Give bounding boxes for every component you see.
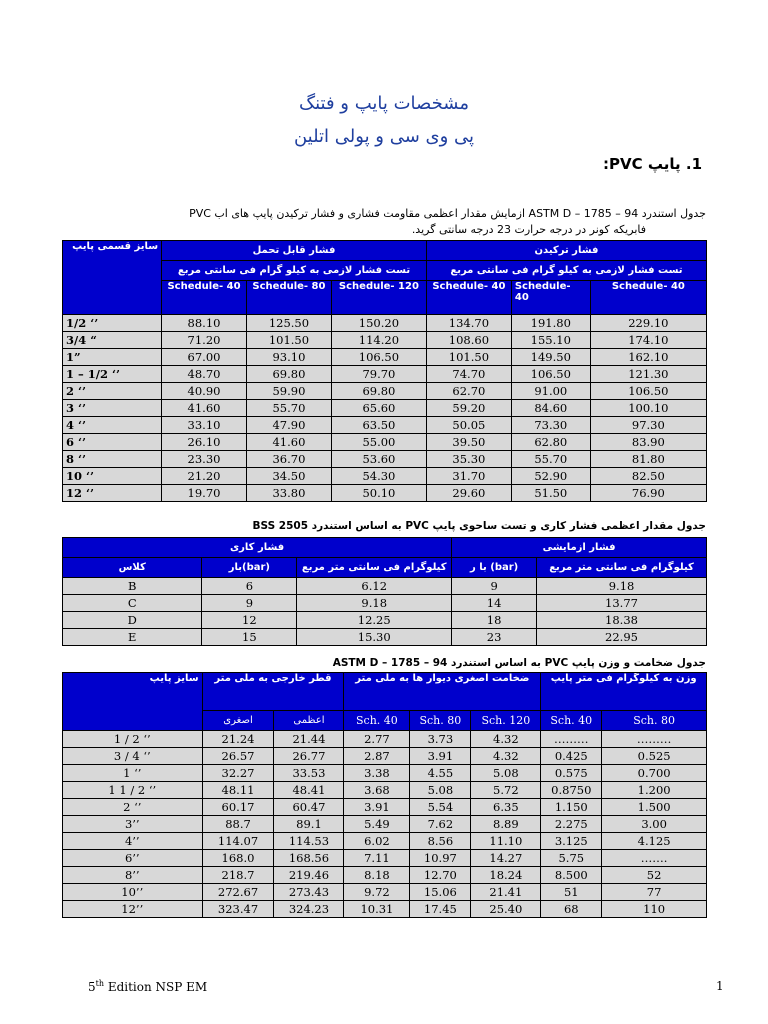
value-cell: 60.17 [202, 799, 274, 816]
document-subtitle: پی وی سی و پولی اتلین [293, 126, 475, 147]
table2-caption: جدول مقدار اعظمی فشار کاری و تست ساحوی پایپ PVC به اساس استندرد BSS 2505 [252, 520, 706, 532]
value-cell: 2.87 [344, 748, 410, 765]
sch80-header: Sch. 80 [410, 711, 471, 731]
thickness-weight-table [62, 672, 707, 918]
table1-caption-line1: جدول استندرد ASTM D – 1785 – 94 ازمایش مقدار اعظمی مقاومت فشاری و فشار ترکیدن پایپ های اب PVC [189, 207, 706, 220]
value-cell: ……… [602, 731, 707, 748]
row-label-cell: 1 ‘’ [63, 765, 203, 782]
kg-header: کیلوگرام فی سانتی متر مربع [297, 558, 452, 578]
value-cell: 4.32 [471, 731, 541, 748]
pipe-size-header: سایز پایپ [63, 673, 203, 731]
table-row [63, 765, 707, 782]
value-cell: 150.20 [331, 315, 426, 332]
row-label-cell: 1/2 ‘’ [63, 315, 162, 332]
value-cell: 93.10 [246, 349, 331, 366]
value-cell: 3.38 [344, 765, 410, 782]
value-cell: 3.91 [410, 748, 471, 765]
value-cell: 40.90 [162, 383, 247, 400]
value-cell: 155.10 [511, 332, 590, 349]
value-cell: 21.20 [162, 468, 247, 485]
row-label-cell: 2 ‘’ [63, 799, 203, 816]
table1-caption-line2: فابریکه کونر در درجه حرارت 23 درجه سانتی گرید. [411, 223, 646, 236]
value-cell: 1.500 [602, 799, 707, 816]
value-cell: 48.41 [274, 782, 344, 799]
value-cell: 162.10 [590, 349, 706, 366]
row-label-cell: 12 ‘’ [63, 485, 162, 502]
value-cell: 15.06 [410, 884, 471, 901]
value-cell: 121.30 [590, 366, 706, 383]
value-cell: 97.30 [590, 417, 706, 434]
table-row [63, 901, 707, 918]
value-cell: 9 [202, 595, 297, 612]
table1-caption [62, 206, 706, 238]
value-cell: 73.30 [511, 417, 590, 434]
value-cell: 114.53 [274, 833, 344, 850]
table-row [63, 629, 707, 646]
value-cell: 125.50 [246, 315, 331, 332]
value-cell: 3.68 [344, 782, 410, 799]
value-cell: 91.00 [511, 383, 590, 400]
value-cell: 191.80 [511, 315, 590, 332]
allowable-pressure-header: فشار قابل تحمل [162, 241, 427, 261]
value-cell: ……. [602, 850, 707, 867]
value-cell: 0.425 [541, 748, 602, 765]
value-cell: 81.80 [590, 451, 706, 468]
value-cell: 36.70 [246, 451, 331, 468]
value-cell: 26.57 [202, 748, 274, 765]
burst-pressure-header: فشار ترکیدن [426, 241, 706, 261]
row-label-cell: 3 ‘’ [63, 400, 162, 417]
value-cell: 11.10 [471, 833, 541, 850]
value-cell: 0.8750 [541, 782, 602, 799]
value-cell: 3.125 [541, 833, 602, 850]
value-cell: 273.43 [274, 884, 344, 901]
row-label-cell: 12’’ [63, 901, 203, 918]
value-cell: 55.70 [246, 400, 331, 417]
value-cell: 21.44 [274, 731, 344, 748]
value-cell: 5.54 [410, 799, 471, 816]
value-cell: 62.80 [511, 434, 590, 451]
value-cell: 88.7 [202, 816, 274, 833]
value-cell: 34.50 [246, 468, 331, 485]
weight-header: وزن به کیلوگرام فی متر پایپ [541, 673, 707, 711]
value-cell: 114.20 [331, 332, 426, 349]
table-row [63, 400, 707, 417]
value-cell: 25.40 [471, 901, 541, 918]
table-row [63, 417, 707, 434]
value-cell: 55.00 [331, 434, 426, 451]
value-cell: 52 [602, 867, 707, 884]
value-cell: 21.41 [471, 884, 541, 901]
table-row [63, 383, 707, 400]
value-cell: 9.18 [297, 595, 452, 612]
value-cell: ……… [541, 731, 602, 748]
row-label-cell: 10 ‘’ [63, 468, 162, 485]
value-cell: 106.50 [511, 366, 590, 383]
value-cell: 6 [202, 578, 297, 595]
value-cell: 33.53 [274, 765, 344, 782]
value-cell: 29.60 [426, 485, 511, 502]
table-row [63, 833, 707, 850]
row-label-cell: 3 / 4 ‘’ [63, 748, 203, 765]
document-title: مشخصات پایپ و فتنگ [299, 93, 469, 114]
schedule-header: Schedule- 40 [511, 281, 590, 315]
value-cell: 13.77 [537, 595, 707, 612]
value-cell: 6.35 [471, 799, 541, 816]
value-cell: 35.30 [426, 451, 511, 468]
row-label-cell: 1” [63, 349, 162, 366]
value-cell: 14.27 [471, 850, 541, 867]
row-label-cell: 4’’ [63, 833, 203, 850]
value-cell: 77 [602, 884, 707, 901]
value-cell: 19.70 [162, 485, 247, 502]
value-cell: 9.18 [537, 578, 707, 595]
value-cell: 134.70 [426, 315, 511, 332]
row-label-cell: 1 – 1/2 ‘’ [63, 366, 162, 383]
value-cell: 323.47 [202, 901, 274, 918]
value-cell: 3.00 [602, 816, 707, 833]
value-cell: 41.60 [246, 434, 331, 451]
value-cell: 2.275 [541, 816, 602, 833]
value-cell: 12 [202, 612, 297, 629]
table-row [63, 468, 707, 485]
value-cell: 324.23 [274, 901, 344, 918]
value-cell: 4.32 [471, 748, 541, 765]
value-cell: 52.90 [511, 468, 590, 485]
value-cell: 67.00 [162, 349, 247, 366]
pipe-size-header: سایز قسمی پایپ [63, 241, 162, 315]
value-cell: 272.67 [202, 884, 274, 901]
value-cell: 82.50 [590, 468, 706, 485]
value-cell: 12.25 [297, 612, 452, 629]
value-cell: 71.20 [162, 332, 247, 349]
value-cell: 14 [452, 595, 537, 612]
value-cell: 50.10 [331, 485, 426, 502]
value-cell: 9.72 [344, 884, 410, 901]
schedule-header: Schedule- 40 [590, 281, 706, 315]
burst-test-subheader: تست فشار لازمی به کیلو گرام فی سانتی مربع [426, 261, 706, 281]
weight-sch40-header: Sch. 40 [541, 711, 602, 731]
value-cell: 7.62 [410, 816, 471, 833]
weight-sch80-header: Sch. 80 [602, 711, 707, 731]
value-cell: 47.90 [246, 417, 331, 434]
footer-edition-text: Edition NSP EM [104, 980, 208, 994]
value-cell: 6.12 [297, 578, 452, 595]
wall-thickness-header: ضخامت اصغری دیوار ها به ملی متر [344, 673, 541, 711]
value-cell: 1.150 [541, 799, 602, 816]
row-label-cell: 10’’ [63, 884, 203, 901]
value-cell: 3.91 [344, 799, 410, 816]
section-heading: 1. پایپ PVC: [603, 155, 702, 173]
value-cell: 9 [452, 578, 537, 595]
value-cell: 8.56 [410, 833, 471, 850]
row-label-cell: 1 1 / 2 ‘’ [63, 782, 203, 799]
schedule-header: Schedule- 80 [246, 281, 331, 315]
value-cell: 26.77 [274, 748, 344, 765]
value-cell: 33.80 [246, 485, 331, 502]
value-cell: 15 [202, 629, 297, 646]
value-cell: 59.90 [246, 383, 331, 400]
value-cell: 79.70 [331, 366, 426, 383]
row-label-cell: 3’’ [63, 816, 203, 833]
value-cell: 74.70 [426, 366, 511, 383]
table-row [63, 731, 707, 748]
value-cell: 69.80 [246, 366, 331, 383]
row-label-cell: C [63, 595, 202, 612]
table-row [63, 315, 707, 332]
table-row [63, 485, 707, 502]
value-cell: 2.77 [344, 731, 410, 748]
value-cell: 101.50 [426, 349, 511, 366]
value-cell: 22.95 [537, 629, 707, 646]
value-cell: 39.50 [426, 434, 511, 451]
sch40-header: Sch. 40 [344, 711, 410, 731]
value-cell: 59.20 [426, 400, 511, 417]
value-cell: 168.0 [202, 850, 274, 867]
value-cell: 23 [452, 629, 537, 646]
value-cell: 229.10 [590, 315, 706, 332]
table-row [63, 332, 707, 349]
value-cell: 5.72 [471, 782, 541, 799]
value-cell: 55.70 [511, 451, 590, 468]
row-label-cell: D [63, 612, 202, 629]
row-label-cell: 1 / 2 ‘’ [63, 731, 203, 748]
bar-header: بار(bar) [202, 558, 297, 578]
pressure-test-table-body [63, 315, 707, 502]
value-cell: 4.55 [410, 765, 471, 782]
value-cell: 65.60 [331, 400, 426, 417]
value-cell: 100.10 [590, 400, 706, 417]
table-row [63, 884, 707, 901]
value-cell: 26.10 [162, 434, 247, 451]
value-cell: 6.02 [344, 833, 410, 850]
value-cell: 10.97 [410, 850, 471, 867]
value-cell: 5.49 [344, 816, 410, 833]
row-label-cell: 8 ‘’ [63, 451, 162, 468]
outer-diameter-header: قطر خارجی به ملی متر [202, 673, 344, 711]
table-row [63, 349, 707, 366]
value-cell: 8.500 [541, 867, 602, 884]
value-cell: 106.50 [331, 349, 426, 366]
row-label-cell: 8’’ [63, 867, 203, 884]
value-cell: 69.80 [331, 383, 426, 400]
value-cell: 88.10 [162, 315, 247, 332]
row-label-cell: 3/4 “ [63, 332, 162, 349]
value-cell: 21.24 [202, 731, 274, 748]
value-cell: 1.200 [602, 782, 707, 799]
row-label-cell: B [63, 578, 202, 595]
row-label-cell: 6’’ [63, 850, 203, 867]
footer-page-number: 1 [716, 979, 724, 993]
value-cell: 17.45 [410, 901, 471, 918]
value-cell: 5.08 [471, 765, 541, 782]
footer-edition-number: 5 [88, 980, 96, 994]
value-cell: 10.31 [344, 901, 410, 918]
table-row [63, 366, 707, 383]
sch120-header: Sch. 120 [471, 711, 541, 731]
table-row [63, 816, 707, 833]
value-cell: 18.24 [471, 867, 541, 884]
value-cell: 89.1 [274, 816, 344, 833]
value-cell: 60.47 [274, 799, 344, 816]
value-cell: 41.60 [162, 400, 247, 417]
value-cell: 12.70 [410, 867, 471, 884]
value-cell: 48.70 [162, 366, 247, 383]
value-cell: 31.70 [426, 468, 511, 485]
value-cell: 8.89 [471, 816, 541, 833]
value-cell: 174.10 [590, 332, 706, 349]
schedule-header: Schedule- 40 [426, 281, 511, 315]
table-row [63, 867, 707, 884]
value-cell: 76.90 [590, 485, 706, 502]
value-cell: 5.75 [541, 850, 602, 867]
footer-edition-suffix: th [95, 979, 105, 988]
value-cell: 63.50 [331, 417, 426, 434]
table-row [63, 782, 707, 799]
value-cell: 114.07 [202, 833, 274, 850]
value-cell: 3.73 [410, 731, 471, 748]
value-cell: 0.575 [541, 765, 602, 782]
table-row [63, 850, 707, 867]
value-cell: 218.7 [202, 867, 274, 884]
value-cell: 32.27 [202, 765, 274, 782]
row-label-cell: 4 ‘’ [63, 417, 162, 434]
value-cell: 50.05 [426, 417, 511, 434]
table3-caption: جدول ضخامت و وزن پایپ PVC به اساس استندرد ASTM D – 1785 – 94 [332, 657, 706, 669]
value-cell: 15.30 [297, 629, 452, 646]
class-header: کلاس [63, 558, 202, 578]
value-cell: 108.60 [426, 332, 511, 349]
max-header: اعظمی [274, 711, 344, 731]
table-row [63, 799, 707, 816]
table-row [63, 595, 707, 612]
value-cell: 7.11 [344, 850, 410, 867]
allowable-test-subheader: تست فشار لازمی به کیلو گرام فی سانتی مربع [162, 261, 427, 281]
value-cell: 4.125 [602, 833, 707, 850]
value-cell: 8.18 [344, 867, 410, 884]
value-cell: 62.70 [426, 383, 511, 400]
row-label-cell: E [63, 629, 202, 646]
value-cell: 51 [541, 884, 602, 901]
schedule-header: Schedule- 120 [331, 281, 426, 315]
thickness-weight-table-body [63, 731, 707, 918]
value-cell: 54.30 [331, 468, 426, 485]
table-row [63, 578, 707, 595]
row-label-cell: 2 ‘’ [63, 383, 162, 400]
schedule-header: Schedule- 40 [162, 281, 247, 315]
value-cell: 149.50 [511, 349, 590, 366]
value-cell: 48.11 [202, 782, 274, 799]
bar-header: با ر (bar) [452, 558, 537, 578]
value-cell: 84.60 [511, 400, 590, 417]
value-cell: 110 [602, 901, 707, 918]
kg-header: کیلوگرام فی سانتی متر مربع [537, 558, 707, 578]
table-row [63, 451, 707, 468]
value-cell: 53.60 [331, 451, 426, 468]
value-cell: 68 [541, 901, 602, 918]
row-label-cell: 6 ‘’ [63, 434, 162, 451]
value-cell: 18 [452, 612, 537, 629]
value-cell: 106.50 [590, 383, 706, 400]
value-cell: 51.50 [511, 485, 590, 502]
value-cell: 0.525 [602, 748, 707, 765]
value-cell: 219.46 [274, 867, 344, 884]
table-row [63, 612, 707, 629]
value-cell: 101.50 [246, 332, 331, 349]
pressure-test-table [62, 240, 707, 502]
working-pressure-table-body [63, 578, 707, 646]
footer-edition [88, 979, 207, 994]
value-cell: 0.700 [602, 765, 707, 782]
test-pressure-header: فشار ازمایشی [452, 538, 707, 558]
value-cell: 23.30 [162, 451, 247, 468]
min-header: اصغری [202, 711, 274, 731]
working-pressure-header: فشار کاری [63, 538, 452, 558]
table-row [63, 434, 707, 451]
value-cell: 33.10 [162, 417, 247, 434]
value-cell: 168.56 [274, 850, 344, 867]
value-cell: 18.38 [537, 612, 707, 629]
value-cell: 83.90 [590, 434, 706, 451]
value-cell: 5.08 [410, 782, 471, 799]
table-row [63, 748, 707, 765]
working-pressure-table [62, 537, 707, 646]
